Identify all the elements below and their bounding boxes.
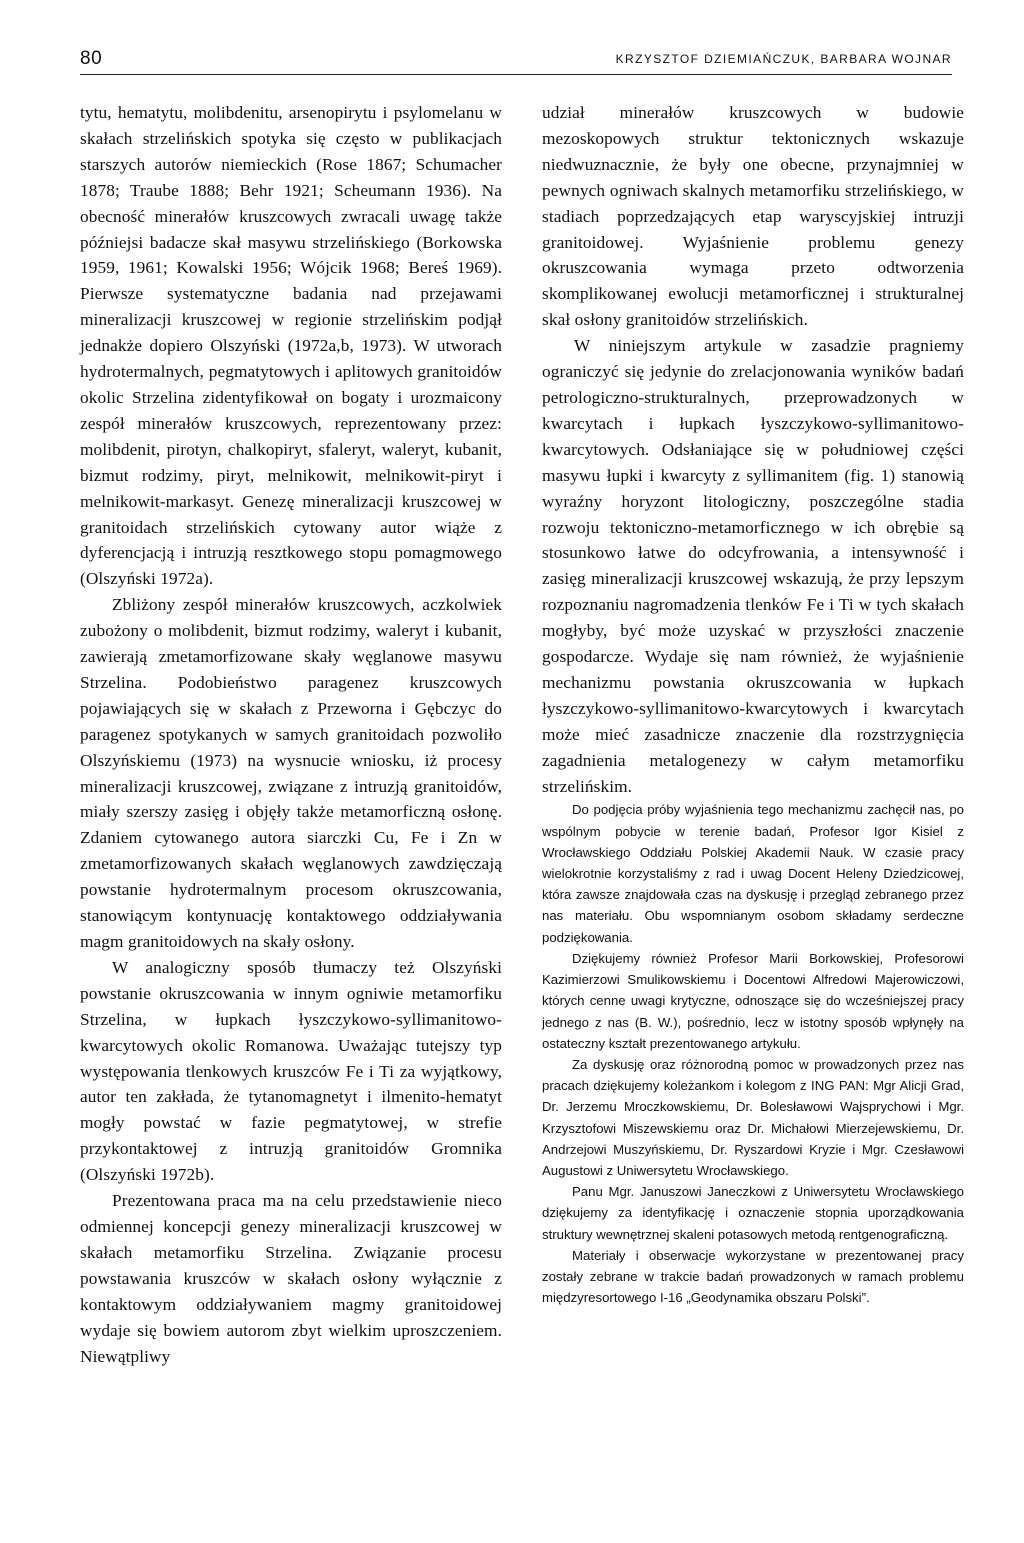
header-rule xyxy=(80,74,952,75)
acknowledgement-paragraph: Za dyskusję oraz różnorodną pomoc w prowadzonych przez nas pracach dziękujemy koleżankom i kolegom z ING PAN: Mgr Alicji Grad, Dr. Jerzemu Mroczkowskiemu, Dr. Bolesławowi Wajsprychowi i Mgr. Krzysztofowi Miszewskiemu oraz Dr. Michałowi Mierzejewskiemu, Dr. Andrzejowi Muszyńskiemu, Dr. Ryszardowi Kryzie i Mgr. Czesławowi Augustowi z Uniwersytetu Wrocławskiego. xyxy=(542,1056,964,1178)
left-column xyxy=(80,100,502,1369)
body-paragraph: tytu, hematytu, molibdenitu, arsenopirytu i psylomelanu w skałach strzelińskich spotyka się często w publikacjach starszych autorów niemieckich (Rose 1867; Schumacher 1878; Traube 1888; Behr 1921; Scheumann 1936). Na obecność minerałów kruszcowych zwracali uwagę także późniejsi badacze skał masywu strzelińskiego (Borkowska 1959, 1961; Kowalski 1956; Wójcik 1968; Bereś 1969). Pierwsze systematyczne badania nad przejawami mineralizacji kruszcowej w regionie strzelińskim podjął jednakże dopiero Olszyński (1972a,b, 1973). W utworach hydrotermalnych, pegmatytowych i aplitowych granitoidów okolic Strzelina zidentyfikował on bogaty i urozmaicony zespół minerałów kruszcowych, reprezentowany przez: molibdenit, pirotyn, chalkopiryt, sfaleryt, waleryt, kubanit, bizmut rodzimy, piryt, melnikowit, melnikowit-piryt i melnikowit-markasyt. Genezę mineralizacji kruszcowej w granitoidach strzelińskich cytowany autor wiąże z dyferencjacją i intruzją resztkowego stopu pomagmowego (Olszyński 1972a). xyxy=(80,103,502,589)
acknowledgement-paragraph: Materiały i obserwacje wykorzystane w prezentowanej pracy zostały zebrane w trakcie badań prowadzonych w ramach problemu międzyresortowego I-16 „Geodynamika obszaru Polski”. xyxy=(542,1247,964,1306)
body-paragraph: Zbliżony zespół minerałów kruszcowych, aczkolwiek zubożony o molibdenit, bizmut rodzimy, waleryt i kubanit, zawierają zmetamorfizowane skały węglanowe masywu Strzelina. Podobieństwo paragenez kruszcowych pojawiających się w skałach z Przeworna i Gębczyc do paragenez spotykanych w samych granitoidach pozwoliło Olszyńskiemu (1973) na wysnucie wniosku, iż procesy mineralizacji kruszcowej, związane z intruzją granitoidów, miały szerszy zasięg i objęły także metamorficzną osłonę. Zdaniem cytowanego autora siarczki Cu, Fe i Zn w zmetamorfizowanych skałach węglanowych zawdzięczają powstanie hydrotermalnym procesom okruszcowania, stanowiącym kontynuację kontaktowego oddziaływania magm granitoidowych na skały osłony. xyxy=(80,595,502,951)
acknowledgement-paragraph: Do podjęcia próby wyjaśnienia tego mechanizmu zachęcił nas, po wspólnym pobycie w terenie badań, Profesor Igor Kisiel z Wrocławskiego Oddziału Polskiej Akademii Nauk. W czasie pracy wielokrotnie korzystaliśmy z rad i uwag Docent Heleny Dziedzicowej, która zawsze znajdowała czas na dyskusję i przegląd zebranego przez nas materiału. Obu wspomnianym osobom składamy serdeczne podziękowania. xyxy=(542,802,964,945)
acknowledgement-paragraph: Panu Mgr. Januszowi Janeczkowi z Uniwersytetu Wrocławskiego dziękujemy za identyfikację i oznaczenie stopnia uporządkowania struktury wewnętrznej skaleni potasowych metodą rentgenograficzną. xyxy=(542,1184,964,1242)
right-column xyxy=(542,100,964,1308)
acknowledgement-paragraph: Dziękujemy również Profesor Marii Borkowskiej, Profesorowi Kazimierzowi Smulikowskiemu i Docentowi Alfredowi Majerowiczowi, których cenne uwagi krytyczne, odnoszące się do wcześniejszej pracy jednego z nas (B. W.), pośrednio, lecz w istotny sposób wpłynęły na ostateczny kształt prezentowanego artykułu. xyxy=(542,950,964,1051)
body-paragraph: Prezentowana praca ma na celu przedstawienie nieco odmiennej koncepcji genezy mineralizacji kruszcowej w skałach metamorfiku Strzelina. Związanie procesu powstawania kruszców w skałach osłony wyłącznie z kontaktowym oddziaływaniem magmy granitoidowej wydaje się bowiem autorom zbyt wielkim uproszczeniem. Niewątpliwy xyxy=(80,1191,502,1366)
body-paragraph: udział minerałów kruszcowych w budowie mezoskopowych struktur tektonicznych wskazuje niedwuznacznie, że były one obecne, przynajmniej w pewnych ogniwach skalnych metamorfiku strzelińskiego, w stadiach poprzedzających etap waryscyjskiej intruzji granitoidowej. Wyjaśnienie problemu genezy okruszcowania wymaga przeto odtworzenia skomplikowanej ewolucji metamorficznej i strukturalnej skał osłony granitoidów strzelińskich. xyxy=(542,103,964,330)
body-paragraph: W niniejszym artykule w zasadzie pragniemy ograniczyć się jedynie do zrelacjonowania wyników badań petrologiczno-strukturalnych, przeprowadzonych w kwarcytach i łupkach łyszczykowo-syllimanitowo-kwarcytowych. Odsłaniające się w południowej części masywu łupki i kwarcyty z syllimanitem (fig. 1) stanowią wyraźny horyzont litologiczny, poszczególne stadia rozwoju tektoniczno-metamorficznego w ich obrębie są stosunkowo łatwe do odcyfrowania, a intensywność i zasięg mineralizacji kruszcowej wskazują, że przy lepszym rozpoznaniu nagromadzenia tlenków Fe i Ti w tych skałach mogłyby, być może uzyskać w przyszłości znaczenie gospodarcze. Wydaje się nam również, że wyjaśnienie mechanizmu powstania okruszcowania w łupkach łyszczykowo-syllimanitowo-kwarcytowych i kwarcytach może mieć zasadnicze znaczenie dla rozstrzygnięcia zagadnienia metalogenezy w całym metamorfiku strzelińskim. xyxy=(542,336,964,796)
body-paragraph: W analogiczny sposób tłumaczy też Olszyński powstanie okruszcowania w innym ogniwie metamorfiku Strzelina, w łupkach łyszczykowo-syllimanitowo-kwarcytowych okolic Romanowa. Uważając tutejszy typ występowania tlenkowych kruszców Fe i Ti za wyjątkowy, autor ten zakłada, że tytanomagnetyt i ilmenito-hematyt mogły powstać w fazie pegmatytowej, w strefie przykontaktowej z intruzją granitoidów Gromnika (Olszyński 1972b). xyxy=(80,957,502,1185)
running-head-authors: KRZYSZTOF DZIEMIAŃCZUK, BARBARA WOJNAR xyxy=(615,52,952,66)
page-number: 80 xyxy=(80,48,103,69)
